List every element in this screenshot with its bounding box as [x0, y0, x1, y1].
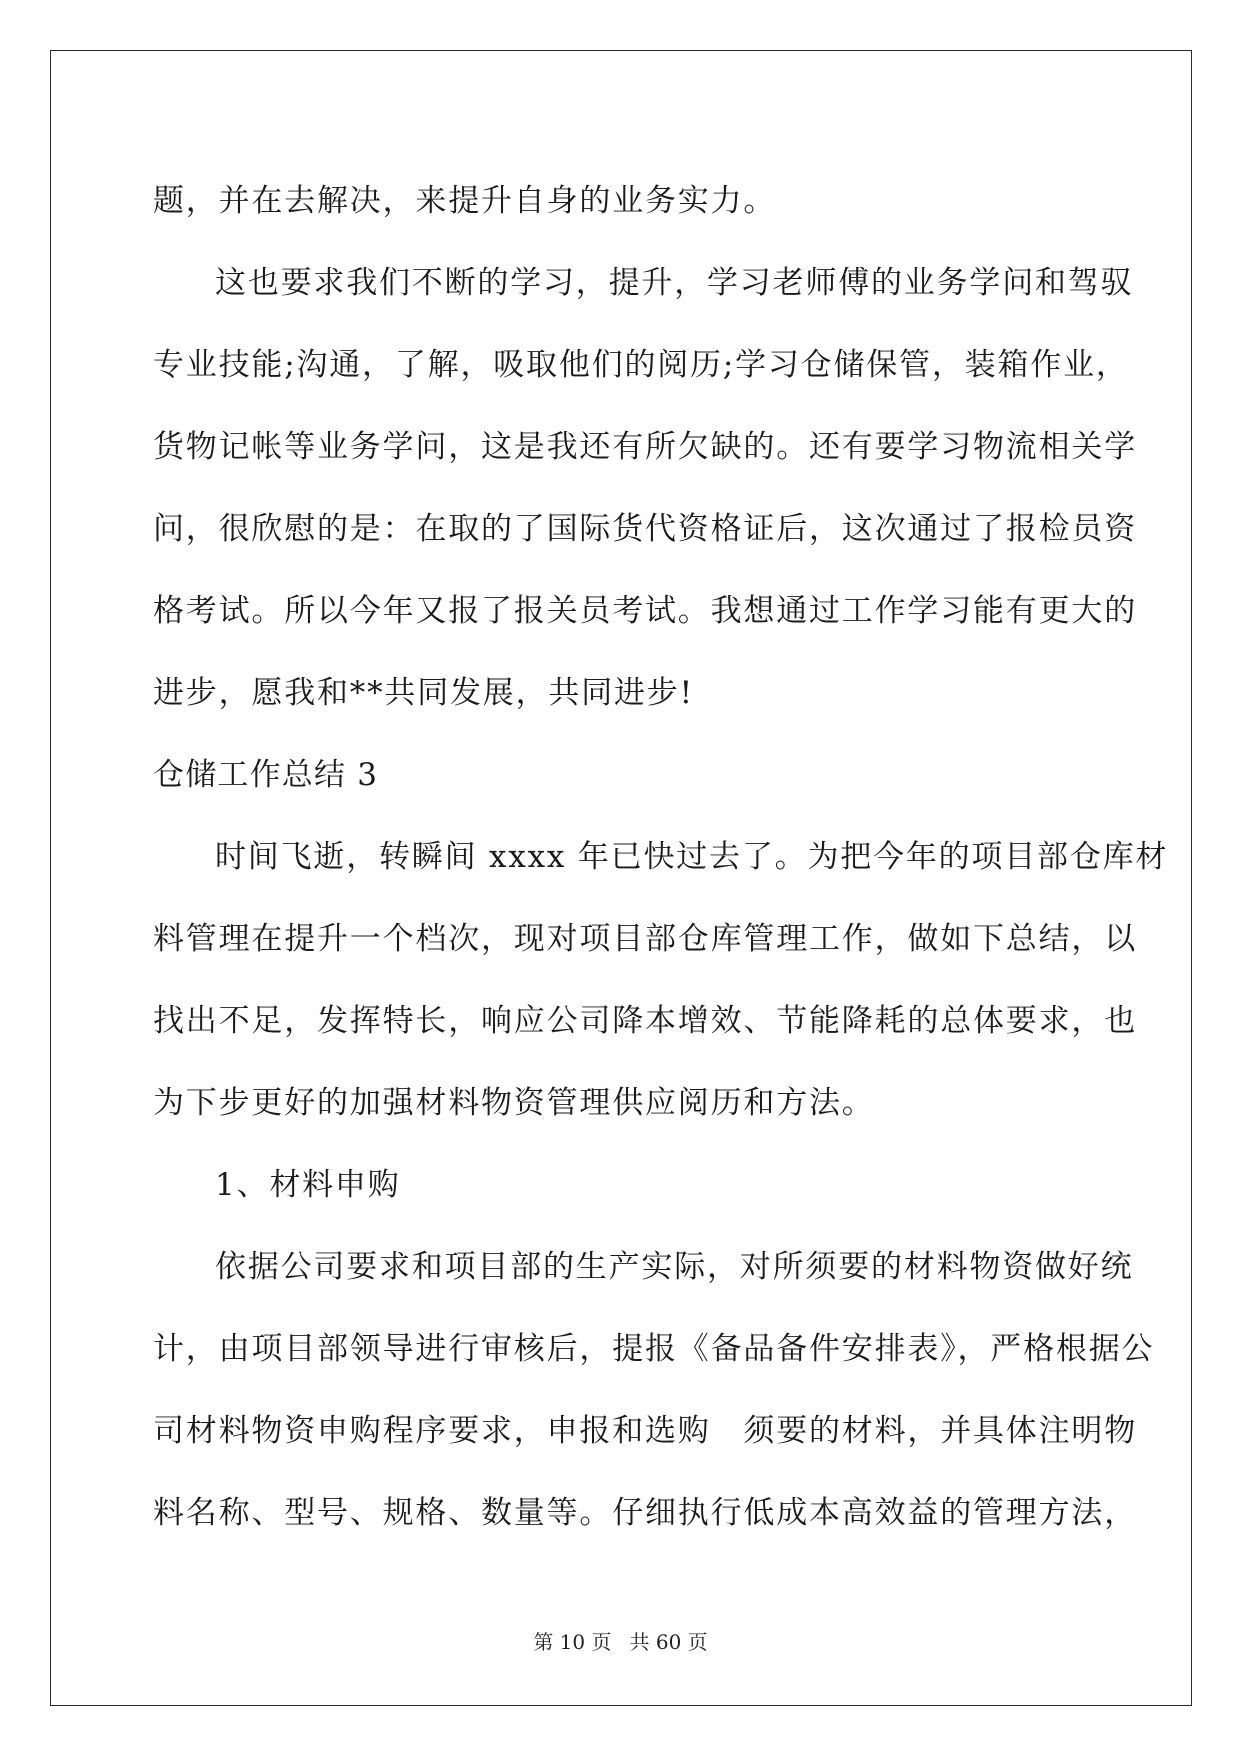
text-line: 料名称、型号、规格、数量等。仔细执行低成本高效益的管理方法，	[153, 1495, 1137, 1531]
text-line: 为下步更好的加强材料物资管理供应阅历和方法。	[153, 1085, 875, 1121]
text-line: 进步，愿我和**共同发展，共同进步!	[153, 675, 694, 711]
text-line: 题，并在去解决，来提升自身的业务实力。	[153, 183, 777, 219]
document-body	[153, 160, 1169, 1554]
text-line: 问，很欣慰的是：在取的了国际货代资格证后，这次通过了报检员资	[153, 511, 1137, 547]
text-line: 这也要求我们不断的学习，提升，学习老师傅的业务学问和驾驭	[215, 265, 1134, 301]
page-footer	[0, 1626, 1241, 1655]
page-number: 第 10 页	[533, 1630, 612, 1654]
text-line: 专业技能;沟通，了解，吸取他们的阅历;学习仓储保管，装箱作业，	[153, 347, 1129, 383]
text-line: 依据公司要求和项目部的生产实际，对所须要的材料物资做好统	[215, 1249, 1134, 1285]
text-line: 找出不足，发挥特长，响应公司降本增效、节能降耗的总体要求，也	[153, 1003, 1137, 1039]
text-line: 时间飞逝，转瞬间 xxxx 年已快过去了。为把今年的项目部仓库材	[215, 839, 1169, 875]
page-total: 共 60 页	[629, 1630, 708, 1654]
text-line: 料管理在提升一个档次，现对项目部仓库管理工作，做如下总结，以	[153, 921, 1137, 957]
text-line: 计，由项目部领导进行审核后，提报《备品备件安排表》，严格根据公	[153, 1331, 1155, 1367]
text-line: 1、材料申购	[215, 1167, 401, 1203]
text-line: 格考试。所以今年又报了报关员考试。我想通过工作学习能有更大的	[153, 593, 1137, 629]
text-line: 货物记帐等业务学问，这是我还有所欠缺的。还有要学习物流相关学	[153, 429, 1137, 465]
text-line: 司材料物资申购程序要求，申报和选购 须要的材料，并具体注明物	[153, 1413, 1137, 1449]
section-heading: 仓储工作总结 3	[153, 757, 379, 793]
